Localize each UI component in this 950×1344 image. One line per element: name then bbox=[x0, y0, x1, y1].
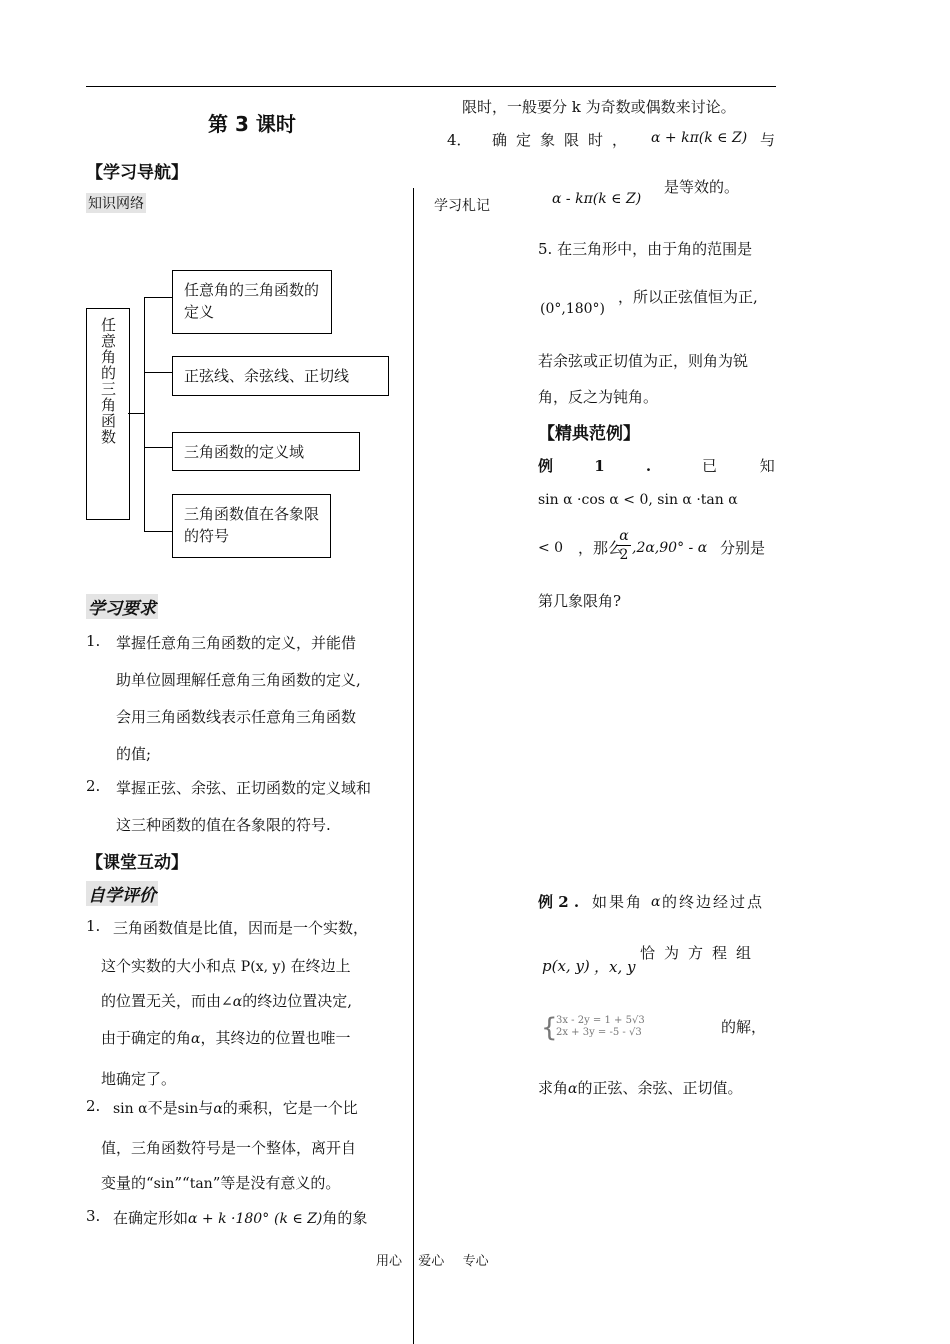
diagram-branch-text: 三角函数值在各象限的符号 bbox=[184, 505, 320, 545]
notes-label: 学习札记 bbox=[434, 198, 490, 214]
equation-2: 2x + 3y = -5 - √3 bbox=[556, 1027, 642, 1038]
diagram-branch-line bbox=[144, 447, 172, 448]
diagram-branch-box bbox=[172, 494, 331, 558]
req-2-line: 掌握正弦、余弦、正切函数的定义域和 bbox=[116, 779, 372, 797]
diagram-branch-text: 正弦线、余弦线、正切线 bbox=[184, 367, 350, 385]
eval-1-line bbox=[101, 1027, 351, 1048]
req-2-num: 2. bbox=[86, 777, 101, 795]
item4-num: 4． bbox=[447, 131, 472, 149]
text: 不是 bbox=[147, 1099, 178, 1117]
req-1-num: 1. bbox=[86, 632, 101, 650]
text: ”“ bbox=[174, 1174, 190, 1192]
alpha: α bbox=[568, 1081, 578, 1097]
req-1-line: 的值; bbox=[116, 745, 152, 763]
ex2-text: 的解， bbox=[721, 1018, 767, 1036]
ex2-alpha: α bbox=[651, 894, 661, 910]
header-rule bbox=[86, 86, 776, 87]
req-1-line: 助单位圆理解任意角三角函数的定义, bbox=[116, 671, 361, 689]
item5-line: 5. 在三角形中，由于角的范围是 bbox=[538, 240, 753, 258]
alpha: α bbox=[213, 1101, 223, 1117]
footer bbox=[376, 1250, 489, 1269]
ex2-point: p(x, y) bbox=[542, 957, 590, 975]
point-p: P(x, y) bbox=[240, 959, 286, 975]
equation-1: 3x - 2y = 1 + 5√3 bbox=[556, 1015, 645, 1026]
ex2-vars: ，x, y bbox=[594, 958, 636, 976]
diagram-root-text: 任意角的三角函数 bbox=[99, 317, 117, 445]
diagram-branch-line bbox=[144, 531, 172, 532]
ex1-condition: sin α ·cos α < 0, sin α ·tan α bbox=[538, 492, 738, 508]
ex1-fraction bbox=[617, 527, 631, 564]
item4-text: 与 bbox=[760, 131, 776, 149]
footer-text: 专心 bbox=[462, 1254, 489, 1269]
req-1-line: 会用三角函数线表示任意角三角函数 bbox=[116, 708, 357, 726]
eval-3-line bbox=[113, 1207, 367, 1228]
ex2-brace: { bbox=[541, 1013, 558, 1043]
diagram-branch-text: 任意角的三角函数的定义 bbox=[184, 281, 320, 321]
text: 的终边位置决定, bbox=[242, 992, 352, 1010]
item4-text: 是等效的。 bbox=[664, 178, 740, 196]
diagram-branch-box bbox=[172, 270, 332, 334]
expr: (k ∈ Z) bbox=[274, 1211, 323, 1227]
text: ，其终边的位置也唯一 bbox=[200, 1029, 351, 1047]
item5-range: (0°,180°) bbox=[540, 301, 606, 317]
footer-text: 用心 bbox=[376, 1254, 403, 1269]
ex2-text: 的终边经过点 bbox=[662, 893, 765, 911]
alpha: α bbox=[191, 1031, 201, 1047]
diagram-branch-text: 三角函数的定义域 bbox=[184, 443, 305, 461]
ex2-equation-system bbox=[556, 1015, 645, 1039]
eval-2-num: 2. bbox=[86, 1097, 101, 1115]
ex2-line bbox=[538, 1077, 743, 1098]
item4-text: 确定象限时， bbox=[492, 131, 637, 149]
diagram-branch-line bbox=[144, 372, 172, 373]
text: 由于确定的角 bbox=[101, 1029, 192, 1047]
fraction-denominator: 2 bbox=[617, 545, 631, 564]
page-title: 第 3 课时 bbox=[208, 112, 296, 136]
item5-line: 角，反之为钝角。 bbox=[538, 388, 659, 406]
footer-text: 爱心 bbox=[418, 1254, 445, 1269]
eval-1-line bbox=[101, 955, 351, 976]
ex1-expr: ,2α,90° - α bbox=[632, 540, 708, 556]
ex1-text: ，那么 bbox=[578, 539, 624, 557]
diagram-branch-box bbox=[172, 356, 389, 396]
ex2-text: 如果角 bbox=[592, 893, 644, 911]
text: 的乘积，它是一个比 bbox=[222, 1099, 358, 1117]
text: 在终边上 bbox=[290, 957, 351, 975]
item4-expr: α - kπ(k ∈ Z) bbox=[552, 191, 642, 207]
text: ”等是没有意义的。 bbox=[212, 1174, 341, 1192]
eval-1-line: 地确定了。 bbox=[101, 1070, 177, 1088]
item5-line: ，所以正弦值恒为正, bbox=[618, 288, 758, 306]
text: 的正弦、余弦、正切值。 bbox=[577, 1079, 743, 1097]
sin: sin bbox=[153, 1176, 175, 1192]
ex1-label: 例 1 . bbox=[538, 457, 652, 475]
item5-line: 若余弦或正切值为正，则角为锐 bbox=[538, 352, 749, 370]
req-1-line: 掌握任意角三角函数的定义，并能借 bbox=[116, 634, 357, 652]
section-requirements: 学习要求 bbox=[86, 594, 158, 619]
eval-1-num: 1. bbox=[86, 917, 101, 935]
sin: sin bbox=[177, 1101, 199, 1117]
eval-2-line: 值，三角函数符号是一个整体，离开自 bbox=[101, 1139, 357, 1157]
req-2-line: 这三种函数的值在各象限的符号. bbox=[116, 816, 331, 834]
diagram-trunk bbox=[144, 297, 145, 531]
text: 在确定形如 bbox=[113, 1209, 189, 1227]
text: 的位置无关，而由 bbox=[101, 992, 222, 1010]
eval-3-num: 3. bbox=[86, 1207, 101, 1225]
item4-expr: α + kπ(k ∈ Z) bbox=[651, 130, 748, 146]
fraction-numerator: α bbox=[619, 528, 629, 544]
text: 变量的“ bbox=[101, 1174, 154, 1192]
ex1-condition: < 0 bbox=[538, 540, 564, 556]
expr: α + k ·180° bbox=[188, 1211, 270, 1227]
eval-2-line bbox=[113, 1097, 358, 1118]
ex1-text: 分别是 bbox=[720, 539, 766, 557]
item3-continuation: 限时，一般要分 k 为奇数或偶数来讨论。 bbox=[462, 98, 736, 116]
diagram-branch-box bbox=[172, 432, 360, 471]
ex1-text: 第几象限角? bbox=[538, 592, 622, 610]
text: 与 bbox=[198, 1099, 214, 1117]
ex2-label: 例 2 . bbox=[538, 893, 580, 911]
ex2-text: 恰为方程组 bbox=[640, 944, 761, 962]
column-divider bbox=[413, 188, 414, 1344]
section-self-eval: 自学评价 bbox=[86, 881, 158, 906]
text: 这个实数的大小和点 bbox=[101, 957, 237, 975]
text: 求角 bbox=[538, 1079, 569, 1097]
diagram-connector bbox=[128, 413, 144, 414]
ex1-text: 已 知 bbox=[702, 457, 775, 475]
text: 角的象 bbox=[322, 1209, 368, 1227]
sin-alpha: sin α bbox=[113, 1101, 148, 1117]
diagram-branch-line bbox=[144, 297, 172, 298]
eval-2-line bbox=[101, 1172, 340, 1193]
knowledge-net-label: 知识网络 bbox=[86, 193, 146, 213]
diagram-root-box bbox=[86, 308, 130, 520]
angle-alpha: ∠α bbox=[221, 994, 243, 1010]
eval-1-line: 三角函数值是比值，因而是一个实数， bbox=[113, 919, 369, 937]
eval-1-line bbox=[101, 990, 352, 1011]
tan: tan bbox=[189, 1176, 213, 1192]
section-nav: 【学习导航】 bbox=[86, 163, 188, 183]
section-examples: 【精典范例】 bbox=[538, 424, 640, 444]
section-interaction: 【课堂互动】 bbox=[86, 853, 188, 873]
